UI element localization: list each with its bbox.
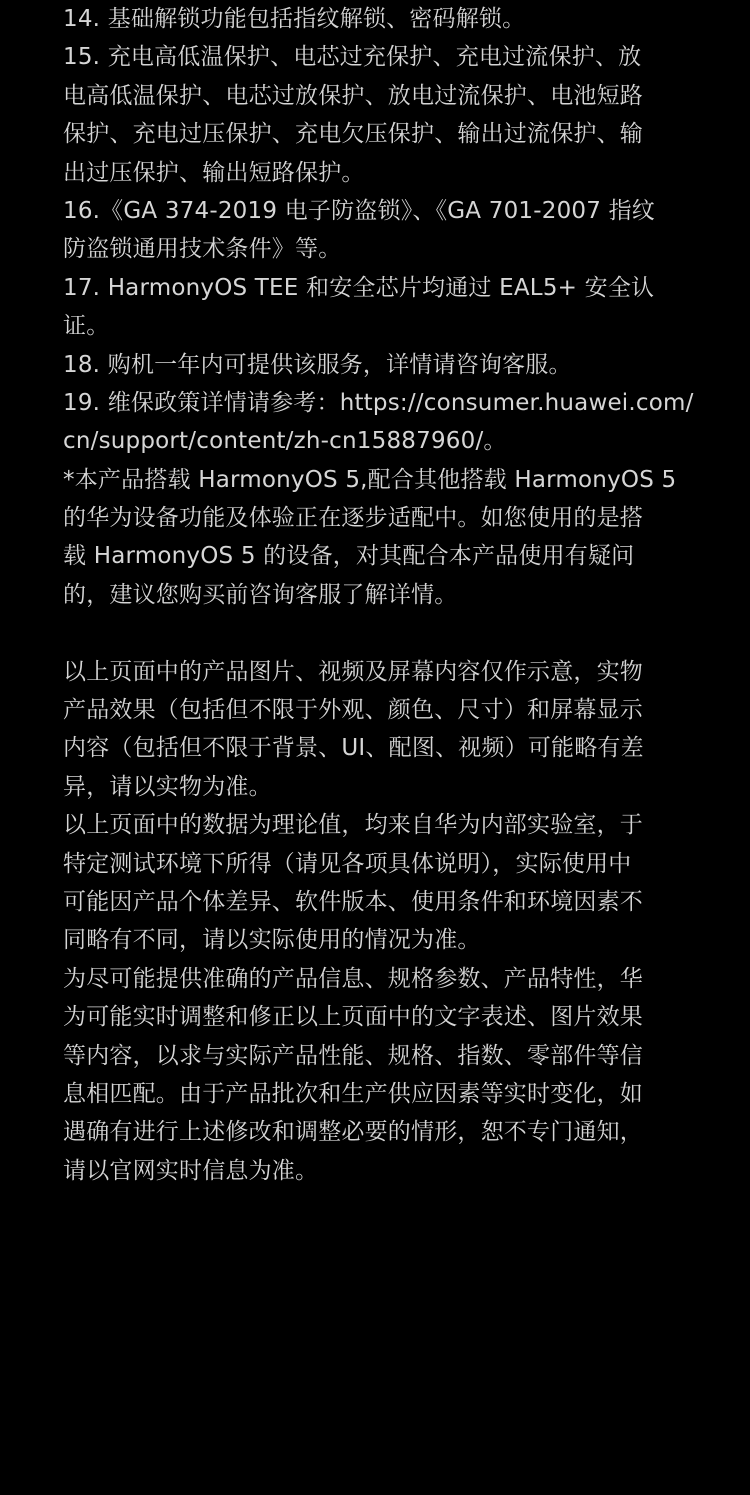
text-line: 产品效果（包括但不限于外观、颜色、尺寸）和屏幕显示 xyxy=(63,697,643,724)
text-line: 以上页面中的产品图片、视频及屏幕内容仅作示意，实物 xyxy=(63,658,643,685)
text-line: *本产品搭载 HarmonyOS 5,配合其他搭载 HarmonyOS 5 xyxy=(63,466,677,493)
text-line: 为尽可能提供准确的产品信息、规格参数、产品特性，华 xyxy=(63,965,643,992)
text-line: 遇确有进行上述修改和调整必要的情形，恕不专门通知， xyxy=(63,1119,643,1146)
text-line: 息相匹配。由于产品批次和生产供应因素等实时变化，如 xyxy=(63,1080,643,1107)
text-line: 特定测试环境下所得（请见各项具体说明），实际使用中 xyxy=(63,850,632,877)
disclaimer-paragraph-images xyxy=(63,653,703,807)
footnote-18 xyxy=(63,346,703,384)
footnote-16 xyxy=(63,192,703,269)
text-line: 16.《GA 374-2019 电子防盗锁》、《GA 701-2007 指纹 xyxy=(63,197,655,224)
footnote-14 xyxy=(63,0,703,38)
text-line: 的，建议您购买前咨询客服了解详情。 xyxy=(63,581,458,608)
text-line: 防盗锁通用技术条件》等。 xyxy=(63,236,342,263)
text-line: 异，请以实物为准。 xyxy=(63,773,272,800)
disclaimer-paragraph-data xyxy=(63,806,703,960)
text-line: 19. 维保政策详情请参考：https://consumer.huawei.com/ xyxy=(63,389,694,416)
text-line: 15. 充电高低温保护、电芯过充保护、充电过流保护、放 xyxy=(63,44,642,71)
text-line: 内容（包括但不限于背景、UI、配图、视频）可能略有差 xyxy=(63,735,644,762)
text-line: 同略有不同，请以实际使用的情况为准。 xyxy=(63,927,481,954)
text-line: 14. 基础解锁功能包括指纹解锁、密码解锁。 xyxy=(63,6,526,32)
text-line: 18. 购机一年内可提供该服务，详情请咨询客服。 xyxy=(63,351,572,378)
footnote-star-note xyxy=(63,461,703,615)
text-line: 的华为设备功能及体验正在逐步适配中。如您使用的是搭 xyxy=(63,505,643,532)
text-line: 证。 xyxy=(63,313,110,340)
footnote-19 xyxy=(63,384,703,461)
text-line: 可能因产品个体差异、软件版本、使用条件和环境因素不 xyxy=(63,888,643,915)
text-line: 以上页面中的数据为理论值，均来自华为内部实验室，于 xyxy=(63,812,643,839)
disclaimer-paragraph-updates xyxy=(63,960,703,1190)
section-spacer xyxy=(63,614,703,652)
text-line: 等内容，以求与实际产品性能、规格、指数、零部件等信 xyxy=(63,1042,643,1069)
text-line: 17. HarmonyOS TEE 和安全芯片均通过 EAL5+ 安全认 xyxy=(63,274,655,301)
text-line: cn/support/content/zh-cn15887960/。 xyxy=(63,428,507,455)
footnote-15 xyxy=(63,38,703,192)
text-line: 出过压保护、输出短路保护。 xyxy=(63,159,365,186)
text-line: 电高低温保护、电芯过放保护、放电过流保护、电池短路 xyxy=(63,82,643,109)
text-line: 为可能实时调整和修正以上页面中的文字表述、图片效果 xyxy=(63,1004,643,1031)
text-line: 请以官网实时信息为准。 xyxy=(63,1157,319,1184)
footnote-17 xyxy=(63,269,703,346)
text-line: 保护、充电过压保护、充电欠压保护、输出过流保护、输 xyxy=(63,121,643,148)
text-line: 载 HarmonyOS 5 的设备，对其配合本产品使用有疑问 xyxy=(63,543,635,570)
footnotes-document xyxy=(63,0,703,1190)
